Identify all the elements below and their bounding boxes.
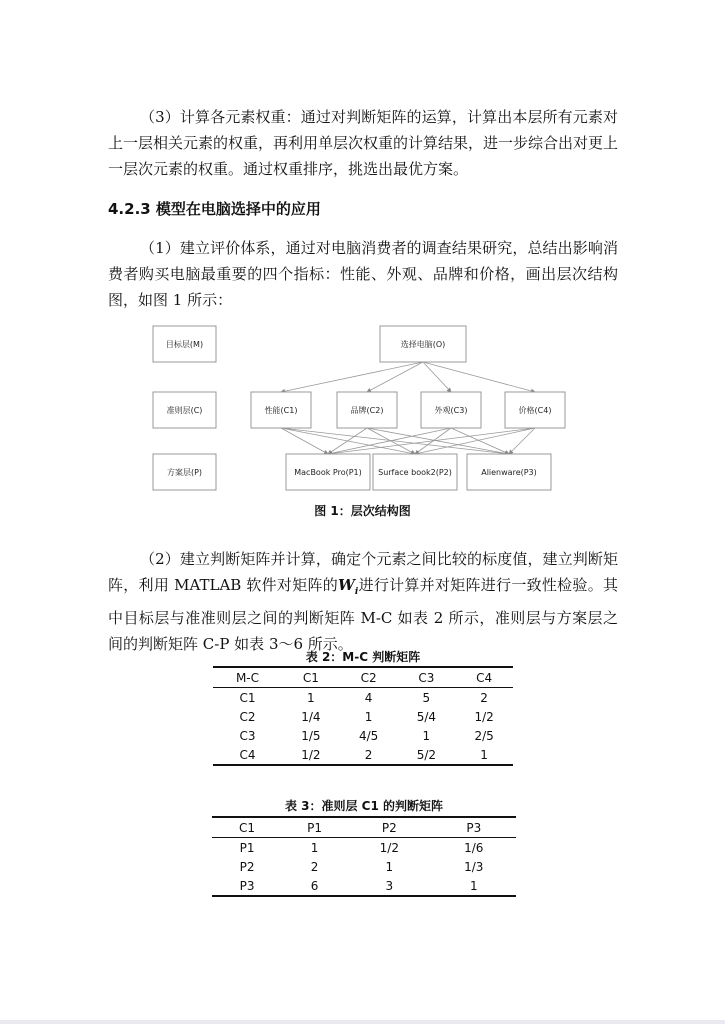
alternative-node xyxy=(467,454,551,490)
paragraph-step1: （1）建立评价体系，通过对电脑消费者的调查结果研究，总结出影响消费者购买电脑最重要的四个指标：性能、外观、品牌和价格，画出层次结构图，如图 1 所示： xyxy=(108,239,618,309)
table2-cell: C4 xyxy=(213,745,282,765)
table2-cell: 2/5 xyxy=(474,728,494,743)
table2-row xyxy=(213,688,513,708)
table2-cell: C3 xyxy=(239,728,256,743)
table2-header-cell: C4 xyxy=(455,667,513,688)
table2-header-cell: C3 xyxy=(397,667,455,688)
connector-line xyxy=(423,362,535,392)
table2-cell: C1 xyxy=(239,690,256,705)
section-heading: 4.2.3 模型在电脑选择中的应用 xyxy=(108,200,321,218)
connector-line xyxy=(509,428,535,454)
alternative-node-label: Alienware(P3) xyxy=(481,468,537,477)
layer-label-box xyxy=(153,392,216,428)
table3-row xyxy=(212,838,516,858)
criterion-node-label: 外观(C3) xyxy=(434,406,468,415)
layer-label-box-label: 目标层(M) xyxy=(165,340,204,349)
table3-header-cell: P2 xyxy=(347,817,431,838)
criterion-node-label: 价格(C4) xyxy=(518,406,552,415)
criterion-node xyxy=(251,392,311,428)
table3-row xyxy=(212,876,516,896)
table2-header-cell: M-C xyxy=(213,667,282,688)
table2-row xyxy=(213,745,513,765)
table3-cell: 1 xyxy=(432,876,516,896)
layer-label-box-label: 方案层(P) xyxy=(166,468,203,477)
table2-header-cell: C2 xyxy=(340,667,398,688)
table2-row xyxy=(213,707,513,726)
table2-caption: 表 2：M-C 判断矩阵 xyxy=(305,650,421,664)
table3-cell: 1/2 xyxy=(379,840,399,855)
table3-header-cell: P3 xyxy=(432,817,516,838)
table3-header-cell: C1 xyxy=(212,817,282,838)
table2-cell: 5/2 xyxy=(397,745,455,765)
table2-cell: 1 xyxy=(307,690,315,705)
diagram-connectors xyxy=(281,362,535,454)
table3-cell: 3 xyxy=(347,876,431,896)
alternative-node-label: Surface book2(P2) xyxy=(378,468,452,477)
diagram-nodes xyxy=(153,326,565,490)
table3-cell: 1 xyxy=(385,859,394,874)
layer-label-box xyxy=(153,454,216,490)
alternative-node xyxy=(286,454,370,490)
criterion-node xyxy=(337,392,397,428)
table3-cell: P2 xyxy=(239,859,255,874)
criterion-node-label: 性能(C1) xyxy=(264,406,298,415)
alternative-node xyxy=(373,454,457,490)
weight-symbol-letter: W xyxy=(338,576,355,594)
criterion-node xyxy=(421,392,481,428)
table3-cell: 6 xyxy=(282,876,347,896)
table2-row xyxy=(213,726,513,745)
connector-line xyxy=(367,362,423,392)
page-bottom-edge xyxy=(0,1020,725,1024)
goal-node-label: 选择电脑(O) xyxy=(400,340,446,349)
table2-cell: 2 xyxy=(340,745,398,765)
table2-cell: 5/4 xyxy=(416,709,436,724)
table2-body xyxy=(213,688,513,766)
table3 xyxy=(212,816,516,897)
table2-cell: 1/4 xyxy=(301,709,321,724)
connector-line xyxy=(281,362,423,392)
figure-caption: 图 1：层次结构图 xyxy=(314,504,411,518)
table2-cell: 4/5 xyxy=(358,728,379,743)
paragraph-step3: （3）计算各元素权重：通过对判断矩阵的运算，计算出本层所有元素对上一层相关元素的权重，再利用单层次权重的计算结果，进一步综合出对更上一层次元素的权重。通过权重排序，挑选出最优方案。 xyxy=(108,108,619,178)
paragraph-step2 xyxy=(108,546,618,657)
table3-cell: P3 xyxy=(212,876,282,896)
table3-cell: P1 xyxy=(239,840,255,855)
layer-label-box xyxy=(153,326,216,362)
connector-line xyxy=(451,428,509,454)
table3-header-cell: P1 xyxy=(282,817,347,838)
table2-cell: 1/5 xyxy=(301,728,321,743)
table3-body xyxy=(212,838,516,897)
table2-header-cell: C1 xyxy=(282,667,340,688)
criterion-node-label: 品牌(C2) xyxy=(350,406,384,415)
table3-cell: 1/6 xyxy=(464,840,484,855)
table3-cell: 1/3 xyxy=(464,859,484,874)
connector-line xyxy=(423,362,451,392)
criterion-node xyxy=(505,392,565,428)
table2-cell: 4 xyxy=(364,690,373,705)
paragraph-step2-part-b: 进行计算并对矩阵进行一致性检验。其中目标层与准准则层之间的判断矩阵 M-C 如表 2 所示，准则层与方案层之间的判断矩阵 C-P 如表 3～6 所示。 xyxy=(108,576,618,653)
table3-caption: 表 3：准则层 C1 的判断矩阵 xyxy=(284,799,444,813)
weight-symbol xyxy=(338,576,359,597)
alternative-node-label: MacBook Pro(P1) xyxy=(294,468,362,477)
table2-cell: C2 xyxy=(239,709,256,724)
table2-header xyxy=(213,667,513,688)
table3-header xyxy=(212,817,516,838)
table2-cell: 1/2 xyxy=(474,709,494,724)
table3-cell: 1 xyxy=(310,840,319,855)
table2 xyxy=(213,666,513,766)
table3-cell: 2 xyxy=(310,859,319,874)
layer-label-box-label: 准则层(C) xyxy=(166,406,203,415)
goal-node xyxy=(380,326,466,362)
table2-cell: 2 xyxy=(480,690,488,705)
paragraph-step2-part-a: （2）建立判断矩阵并计算，确定个元素之间比较的标度值，建立判断矩阵，利用 MATLAB 软件对矩阵的 xyxy=(108,550,618,594)
table2-cell: 1 xyxy=(455,745,513,765)
table2-cell: 1 xyxy=(422,728,431,743)
connector-line xyxy=(281,428,328,454)
weight-symbol-subscript: i xyxy=(354,587,359,597)
table2-cell: 1/2 xyxy=(282,745,340,765)
table2-cell: 5 xyxy=(422,690,431,705)
table2-cell: 1 xyxy=(364,709,373,724)
table3-row xyxy=(212,857,516,876)
